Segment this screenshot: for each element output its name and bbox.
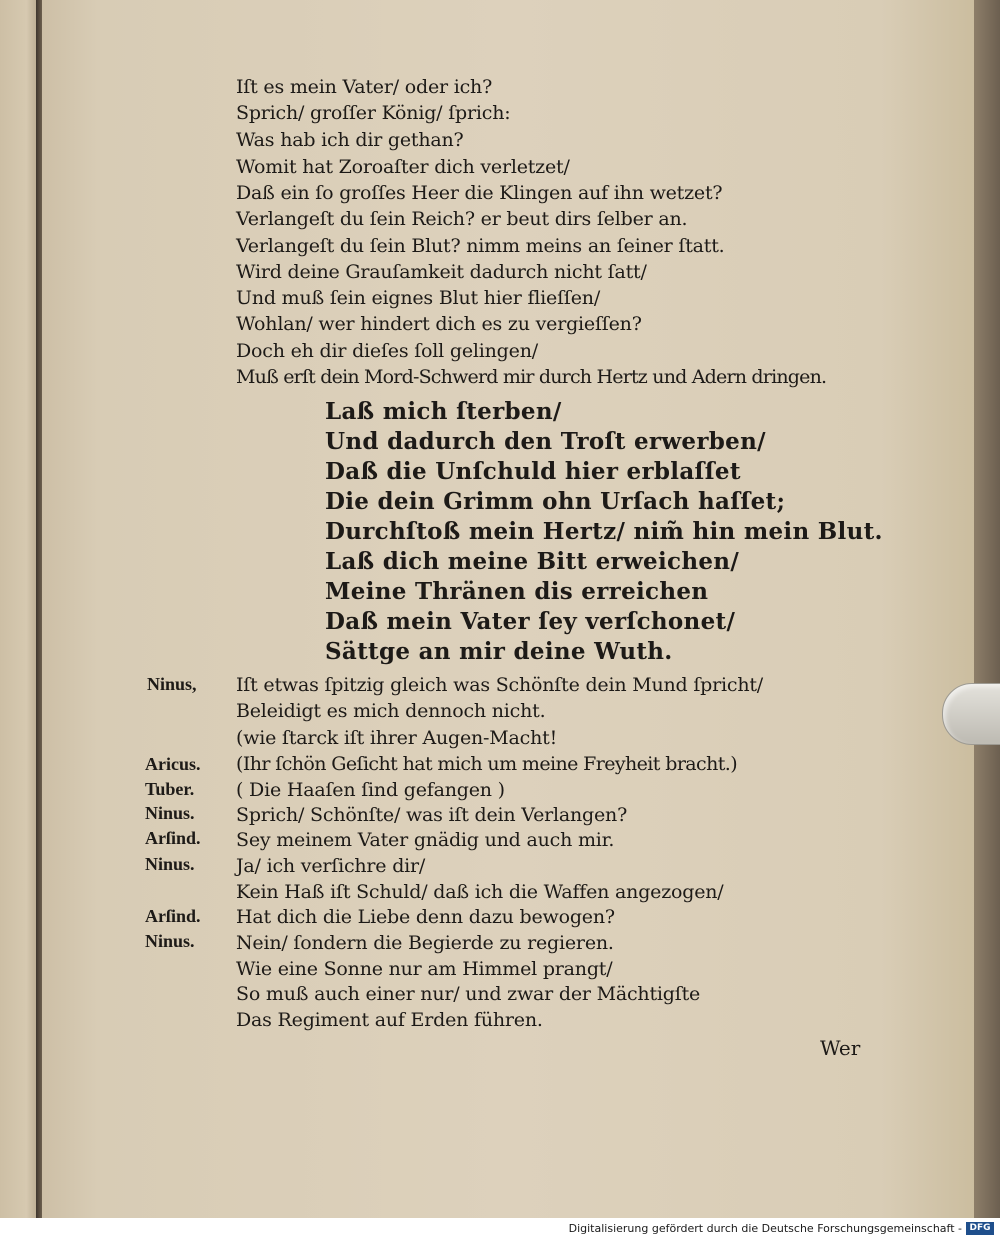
- aria-line: Sättge an mir deine Wuth.: [325, 638, 673, 665]
- verse-line: Womit hat Zoroaſter dich verletzet/: [236, 156, 570, 178]
- verse-line: Was hab ich dir gethan?: [236, 129, 464, 151]
- aria-line: Laß mich ſterben/: [325, 398, 562, 425]
- verse-line: Iſt es mein Vater/ oder ich?: [236, 76, 493, 98]
- dialogue-line: Kein Haß iſt Schuld/ daß ich die Waffen angezogen/: [236, 881, 724, 903]
- speaker-name: Arſind.: [145, 828, 201, 848]
- aria-line: Die dein Grimm ohn Urſach haſſet;: [325, 488, 786, 515]
- speaker-name: Ninus.: [145, 854, 195, 874]
- aria-line: Und dadurch den Troſt erwerben/: [325, 428, 766, 455]
- speaker-name: Ninus,: [147, 674, 197, 694]
- dialogue-line: Sey meinem Vater gnädig und auch mir.: [236, 829, 615, 851]
- dialogue-line: Hat dich die Liebe denn dazu bewogen?: [236, 906, 615, 928]
- verse-line: Wohlan/ wer hindert dich es zu vergieſſen?: [236, 313, 642, 335]
- verse-line: Daß ein ſo groſſes Heer die Klingen auf ihn wetzet?: [236, 182, 723, 204]
- verse-line: Doch eh dir dieſes ſoll gelingen/: [236, 340, 538, 362]
- verse-line: Verlangeſt du ſein Reich? er beut dirs ſelber an.: [236, 208, 688, 230]
- dialogue-line: Wie eine Sonne nur am Himmel prangt/: [236, 958, 613, 980]
- speaker-name: Tuber.: [145, 779, 195, 799]
- speaker-name: Aricus.: [145, 754, 201, 774]
- dfg-logo: DFG: [966, 1222, 994, 1235]
- dialogue-line: Iſt etwas ſpitzig gleich was Schönſte dein Mund ſpricht/: [236, 674, 764, 696]
- catchword: Wer: [820, 1036, 861, 1060]
- aria-line: Meine Thränen dis erreichen: [325, 578, 709, 605]
- dialogue-line: ( Die Haaſen ſind gefangen ): [236, 779, 505, 801]
- footer-credit: Digitalisierung gefördert durch die Deutsche Forschungsgemeinschaft -: [568, 1222, 962, 1235]
- page-tab-marker: [942, 683, 1000, 745]
- dialogue-line: Nein/ ſondern die Begierde zu regieren.: [236, 932, 614, 954]
- dialogue-line: Das Regiment auf Erden führen.: [236, 1009, 543, 1031]
- aria-line: Daß die Unſchuld hier erblaſſet: [325, 458, 741, 485]
- verse-line: Verlangeſt du ſein Blut? nimm meins an ſeiner ſtatt.: [236, 235, 725, 257]
- dialogue-line: (Ihr ſchön Geſicht hat mich um meine Freyheit bracht.): [236, 753, 738, 775]
- dialogue-line: Sprich/ Schönſte/ was iſt dein Verlangen?: [236, 804, 628, 826]
- verse-line: Wird deine Grauſamkeit dadurch nicht ſatt/: [236, 261, 647, 283]
- dialogue-line: So muß auch einer nur/ und zwar der Mächtigſte: [236, 983, 701, 1005]
- digitization-footer: [0, 1218, 1000, 1240]
- bleed-through-text: [800, 80, 805, 95]
- dialogue-line: Beleidigt es mich dennoch nicht.: [236, 700, 546, 722]
- aria-line: Durchſtoß mein Hertz/ nim̃ hin mein Blut.: [325, 518, 883, 545]
- verse-line: Sprich/ groſſer König/ ſprich:: [236, 102, 511, 124]
- aria-line: Laß dich meine Bitt erweichen/: [325, 548, 740, 575]
- dialogue-line: Ja/ ich verſichre dir/: [236, 855, 426, 877]
- dialogue-line: (wie ſtarck iſt ihrer Augen-Macht!: [236, 727, 558, 749]
- verse-line: Muß erſt dein Mord-Schwerd mir durch Hertz und Adern dringen.: [236, 366, 827, 388]
- speaker-name: Ninus.: [145, 931, 195, 951]
- verse-line: Und muß ſein eignes Blut hier flieſſen/: [236, 287, 601, 309]
- page-edge: [974, 0, 1000, 1218]
- previous-page-edge: [0, 0, 38, 1218]
- speaker-name: Ninus.: [145, 803, 195, 823]
- aria-line: Daß mein Vater ſey verſchonet/: [325, 608, 736, 635]
- speaker-name: Arſind.: [145, 906, 201, 926]
